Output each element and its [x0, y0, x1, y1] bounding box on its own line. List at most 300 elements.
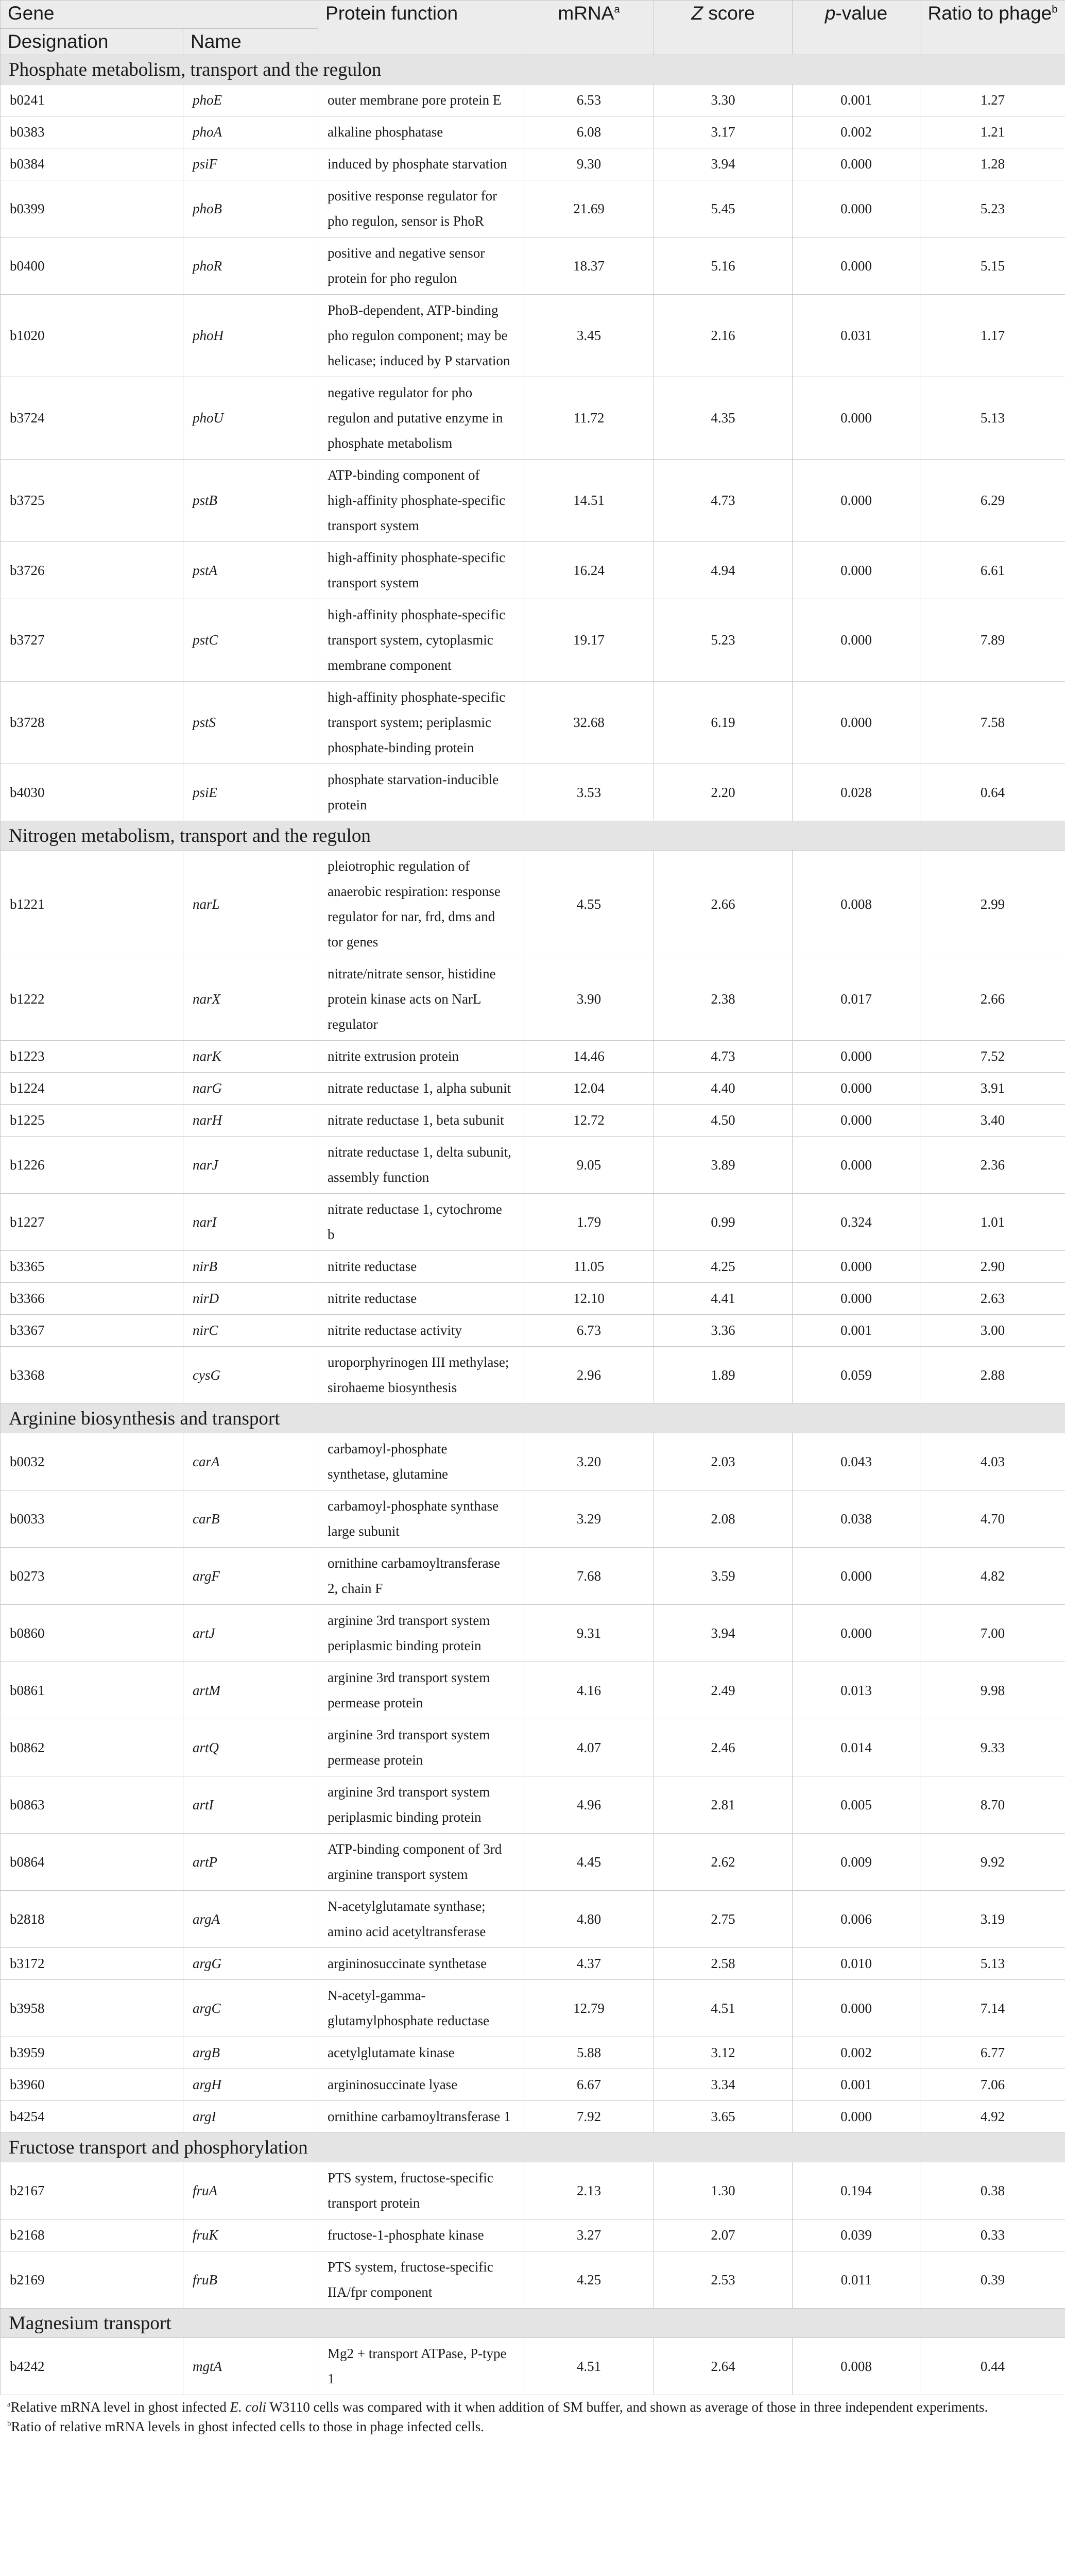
table-row — [1, 1490, 1065, 1548]
designation-cell: b0273 — [1, 1548, 183, 1605]
protein-function-cell: ornithine carbamoyltransferase 2, chain F — [318, 1548, 524, 1605]
z-score-cell: 0.99 — [654, 1194, 793, 1251]
designation-cell: b1222 — [1, 958, 183, 1041]
protein-function-cell: phosphate starvation-inducible protein — [318, 764, 524, 821]
z-score-cell: 3.30 — [654, 84, 793, 116]
z-score-cell: 3.94 — [654, 1605, 793, 1662]
protein-function-cell: induced by phosphate starvation — [318, 148, 524, 180]
gene-name-cell: argC — [183, 1980, 318, 2037]
section-title: Nitrogen metabolism, transport and the regulon — [1, 821, 1065, 851]
mrna-cell: 4.37 — [524, 1948, 654, 1980]
z-score-cell: 3.34 — [654, 2069, 793, 2101]
z-score-cell: 3.36 — [654, 1315, 793, 1347]
table-row — [1, 1948, 1065, 1980]
designation-cell: b1226 — [1, 1137, 183, 1194]
header-designation: Designation — [1, 29, 183, 55]
table-row — [1, 1073, 1065, 1105]
p-value-cell: 0.000 — [793, 599, 920, 682]
mrna-cell: 11.05 — [524, 1251, 654, 1283]
ratio-cell: 4.82 — [920, 1548, 1065, 1605]
table-row — [1, 2338, 1065, 2395]
table-row — [1, 460, 1065, 542]
table-row — [1, 1433, 1065, 1490]
gene-name-cell: narJ — [183, 1137, 318, 1194]
p-value-cell: 0.011 — [793, 2251, 920, 2309]
mrna-cell: 3.20 — [524, 1433, 654, 1490]
gene-name-cell: nirC — [183, 1315, 318, 1347]
ratio-cell: 1.17 — [920, 295, 1065, 377]
designation-cell: b4030 — [1, 764, 183, 821]
table-row — [1, 1719, 1065, 1776]
protein-function-cell: negative regulator for pho regulon and putative enzyme in phosphate metabolism — [318, 377, 524, 460]
p-value-cell: 0.000 — [793, 1041, 920, 1073]
table-row — [1, 764, 1065, 821]
z-score-cell: 5.23 — [654, 599, 793, 682]
section-row — [1, 2133, 1065, 2162]
ratio-cell: 3.40 — [920, 1105, 1065, 1137]
designation-cell: b3727 — [1, 599, 183, 682]
footnote-a — [7, 2397, 1058, 2417]
z-score-cell: 3.17 — [654, 116, 793, 148]
p-value-cell: 0.002 — [793, 116, 920, 148]
p-value-cell: 0.000 — [793, 1251, 920, 1283]
table-row — [1, 1980, 1065, 2037]
gene-name-cell: fruA — [183, 2162, 318, 2219]
z-score-cell: 2.08 — [654, 1490, 793, 1548]
ratio-cell: 5.23 — [920, 180, 1065, 238]
mrna-cell: 1.79 — [524, 1194, 654, 1251]
designation-cell: b2169 — [1, 2251, 183, 2309]
gene-name-cell: artJ — [183, 1605, 318, 1662]
mrna-cell: 3.53 — [524, 764, 654, 821]
ratio-cell: 2.66 — [920, 958, 1065, 1041]
mrna-cell: 4.25 — [524, 2251, 654, 2309]
gene-name-cell: argI — [183, 2101, 318, 2133]
gene-name-cell: mgtA — [183, 2338, 318, 2395]
mrna-cell: 4.80 — [524, 1891, 654, 1948]
header-mrna-footnote-mark: a — [614, 4, 620, 15]
protein-function-cell: high-affinity phosphate-specific transport system, cytoplasmic membrane component — [318, 599, 524, 682]
p-value-cell: 0.031 — [793, 295, 920, 377]
z-score-cell: 1.30 — [654, 2162, 793, 2219]
ratio-cell: 4.92 — [920, 2101, 1065, 2133]
table-row — [1, 377, 1065, 460]
mrna-cell: 12.10 — [524, 1283, 654, 1315]
mrna-cell: 3.27 — [524, 2219, 654, 2251]
designation-cell: b0032 — [1, 1433, 183, 1490]
z-score-cell: 2.62 — [654, 1834, 793, 1891]
footnote-a-mark: a — [7, 2400, 11, 2409]
protein-function-cell: nitrite reductase — [318, 1283, 524, 1315]
gene-name-cell: pstB — [183, 460, 318, 542]
table-row — [1, 116, 1065, 148]
designation-cell: b1225 — [1, 1105, 183, 1137]
designation-cell: b3367 — [1, 1315, 183, 1347]
p-value-cell: 0.000 — [793, 377, 920, 460]
table-row — [1, 1283, 1065, 1315]
mrna-cell: 11.72 — [524, 377, 654, 460]
mrna-cell: 4.45 — [524, 1834, 654, 1891]
table-row — [1, 1105, 1065, 1137]
gene-name-cell: argH — [183, 2069, 318, 2101]
gene-name-cell: artM — [183, 1662, 318, 1719]
p-value-cell: 0.000 — [793, 682, 920, 764]
ratio-cell: 4.03 — [920, 1433, 1065, 1490]
gene-name-cell: phoR — [183, 238, 318, 295]
table-row — [1, 1776, 1065, 1834]
table-body — [1, 55, 1065, 2395]
z-score-cell: 3.12 — [654, 2037, 793, 2069]
p-value-cell: 0.014 — [793, 1719, 920, 1776]
table-footnotes — [0, 2395, 1065, 2436]
protein-function-cell: nitrite reductase — [318, 1251, 524, 1283]
gene-name-cell: artP — [183, 1834, 318, 1891]
mrna-cell: 19.17 — [524, 599, 654, 682]
mrna-cell: 4.16 — [524, 1662, 654, 1719]
footnote-b-text: Ratio of relative mRNA levels in ghost infected cells to those in phage infected cells. — [11, 2419, 484, 2434]
ratio-cell: 6.77 — [920, 2037, 1065, 2069]
table-header — [1, 1, 1065, 55]
ratio-cell: 9.98 — [920, 1662, 1065, 1719]
p-value-cell: 0.008 — [793, 851, 920, 958]
protein-function-cell: pleiotrophic regulation of anaerobic respiration: response regulator for nar, frd, dms and tor genes — [318, 851, 524, 958]
section-title: Magnesium transport — [1, 2309, 1065, 2338]
p-value-cell: 0.001 — [793, 2069, 920, 2101]
table-row — [1, 1347, 1065, 1404]
designation-cell: b2818 — [1, 1891, 183, 1948]
ratio-cell: 0.64 — [920, 764, 1065, 821]
table-row — [1, 958, 1065, 1041]
mrna-cell: 5.88 — [524, 2037, 654, 2069]
designation-cell: b3172 — [1, 1948, 183, 1980]
p-value-cell: 0.000 — [793, 1548, 920, 1605]
section-row — [1, 2309, 1065, 2338]
mrna-cell: 3.29 — [524, 1490, 654, 1548]
table-row — [1, 1605, 1065, 1662]
ratio-cell: 7.00 — [920, 1605, 1065, 1662]
p-value-cell: 0.028 — [793, 764, 920, 821]
protein-function-cell: Mg2 + transport ATPase, P-type 1 — [318, 2338, 524, 2395]
section-row — [1, 1404, 1065, 1433]
mrna-cell: 4.96 — [524, 1776, 654, 1834]
ratio-cell: 0.38 — [920, 2162, 1065, 2219]
gene-name-cell: carB — [183, 1490, 318, 1548]
designation-cell: b1227 — [1, 1194, 183, 1251]
header-z-score — [654, 1, 793, 55]
z-score-cell: 2.03 — [654, 1433, 793, 1490]
z-score-cell: 4.94 — [654, 542, 793, 599]
header-ratio-footnote-mark: b — [1052, 4, 1058, 15]
header-gene: Gene — [1, 1, 318, 29]
section-title: Fructose transport and phosphorylation — [1, 2133, 1065, 2162]
z-score-cell: 5.45 — [654, 180, 793, 238]
footnote-b-mark: b — [7, 2420, 11, 2428]
p-value-cell: 0.000 — [793, 2101, 920, 2133]
gene-name-cell: nirD — [183, 1283, 318, 1315]
z-score-cell: 3.89 — [654, 1137, 793, 1194]
gene-name-cell: pstA — [183, 542, 318, 599]
designation-cell: b1221 — [1, 851, 183, 958]
protein-function-cell: carbamoyl-phosphate synthetase, glutamine — [318, 1433, 524, 1490]
mrna-cell: 14.46 — [524, 1041, 654, 1073]
table-row — [1, 682, 1065, 764]
ratio-cell: 5.13 — [920, 377, 1065, 460]
protein-function-cell: ATP-binding component of 3rd arginine transport system — [318, 1834, 524, 1891]
protein-function-cell: nitrate reductase 1, delta subunit, assembly function — [318, 1137, 524, 1194]
table-row — [1, 1662, 1065, 1719]
z-score-cell: 2.38 — [654, 958, 793, 1041]
ratio-cell: 1.01 — [920, 1194, 1065, 1251]
header-protein-function: Protein function — [318, 1, 524, 55]
mrna-cell: 2.96 — [524, 1347, 654, 1404]
mrna-cell: 21.69 — [524, 180, 654, 238]
mrna-cell: 16.24 — [524, 542, 654, 599]
ratio-cell: 3.19 — [920, 1891, 1065, 1948]
table-row — [1, 1041, 1065, 1073]
footnote-a-text-start: Relative mRNA level in ghost infected — [10, 2399, 230, 2415]
gene-name-cell: psiF — [183, 148, 318, 180]
designation-cell: b3724 — [1, 377, 183, 460]
designation-cell: b0033 — [1, 1490, 183, 1548]
mrna-cell: 4.55 — [524, 851, 654, 958]
designation-cell: b3725 — [1, 460, 183, 542]
z-score-cell: 1.89 — [654, 1347, 793, 1404]
table-row — [1, 1137, 1065, 1194]
z-score-cell: 2.81 — [654, 1776, 793, 1834]
designation-cell: b3366 — [1, 1283, 183, 1315]
ratio-cell: 5.15 — [920, 238, 1065, 295]
z-score-cell: 3.59 — [654, 1548, 793, 1605]
z-score-cell: 4.35 — [654, 377, 793, 460]
designation-cell: b0864 — [1, 1834, 183, 1891]
designation-cell: b0384 — [1, 148, 183, 180]
designation-cell: b1223 — [1, 1041, 183, 1073]
footnote-a-text-end: W3110 cells was compared with it when addition of SM buffer, and shown as average of those in three independent experiments. — [266, 2399, 988, 2415]
p-value-cell: 0.000 — [793, 1073, 920, 1105]
mrna-cell: 2.13 — [524, 2162, 654, 2219]
designation-cell: b3960 — [1, 2069, 183, 2101]
header-name: Name — [183, 29, 318, 55]
header-ratio-label: Ratio to phage — [927, 3, 1052, 24]
ratio-cell: 2.36 — [920, 1137, 1065, 1194]
z-score-cell: 4.50 — [654, 1105, 793, 1137]
mrna-cell: 7.92 — [524, 2101, 654, 2133]
z-score-cell: 4.51 — [654, 1980, 793, 2037]
gene-name-cell: phoE — [183, 84, 318, 116]
table-row — [1, 2162, 1065, 2219]
gene-name-cell: cysG — [183, 1347, 318, 1404]
table-row — [1, 1315, 1065, 1347]
ratio-cell: 9.92 — [920, 1834, 1065, 1891]
protein-function-cell: nitrate reductase 1, cytochrome b — [318, 1194, 524, 1251]
protein-function-cell: ornithine carbamoyltransferase 1 — [318, 2101, 524, 2133]
p-value-cell: 0.013 — [793, 1662, 920, 1719]
gene-name-cell: fruK — [183, 2219, 318, 2251]
p-value-cell: 0.017 — [793, 958, 920, 1041]
protein-function-cell: nitrite reductase activity — [318, 1315, 524, 1347]
p-value-cell: 0.002 — [793, 2037, 920, 2069]
gene-name-cell: narI — [183, 1194, 318, 1251]
ratio-cell: 9.33 — [920, 1719, 1065, 1776]
section-row — [1, 55, 1065, 84]
designation-cell: b3726 — [1, 542, 183, 599]
ratio-cell: 7.06 — [920, 2069, 1065, 2101]
protein-function-cell: high-affinity phosphate-specific transport system — [318, 542, 524, 599]
table-row — [1, 2101, 1065, 2133]
table-row — [1, 1548, 1065, 1605]
protein-function-cell: nitrate reductase 1, alpha subunit — [318, 1073, 524, 1105]
gene-name-cell: narH — [183, 1105, 318, 1137]
table-row — [1, 2037, 1065, 2069]
designation-cell: b0400 — [1, 238, 183, 295]
designation-cell: b0863 — [1, 1776, 183, 1834]
gene-name-cell: psiE — [183, 764, 318, 821]
gene-name-cell: phoU — [183, 377, 318, 460]
protein-function-cell: PTS system, fructose-specific IIA/fpr component — [318, 2251, 524, 2309]
z-score-cell: 4.40 — [654, 1073, 793, 1105]
protein-function-cell: nitrate/nitrate sensor, histidine protein kinase acts on NarL regulator — [318, 958, 524, 1041]
p-value-cell: 0.038 — [793, 1490, 920, 1548]
designation-cell: b0241 — [1, 84, 183, 116]
p-value-cell: 0.010 — [793, 1948, 920, 1980]
designation-cell: b2168 — [1, 2219, 183, 2251]
mrna-cell: 18.37 — [524, 238, 654, 295]
p-value-cell: 0.194 — [793, 2162, 920, 2219]
ratio-cell: 1.21 — [920, 116, 1065, 148]
table-row — [1, 1891, 1065, 1948]
ratio-cell: 0.44 — [920, 2338, 1065, 2395]
ratio-cell: 5.13 — [920, 1948, 1065, 1980]
designation-cell: b0860 — [1, 1605, 183, 1662]
mrna-cell: 6.67 — [524, 2069, 654, 2101]
protein-function-cell: PTS system, fructose-specific transport protein — [318, 2162, 524, 2219]
gene-name-cell: narL — [183, 851, 318, 958]
section-row — [1, 821, 1065, 851]
p-value-cell: 0.001 — [793, 84, 920, 116]
mrna-cell: 4.07 — [524, 1719, 654, 1776]
z-score-cell: 2.49 — [654, 1662, 793, 1719]
ratio-cell: 3.91 — [920, 1073, 1065, 1105]
gene-name-cell: nirB — [183, 1251, 318, 1283]
protein-function-cell: arginine 3rd transport system periplasmic binding protein — [318, 1776, 524, 1834]
protein-function-cell: fructose-1-phosphate kinase — [318, 2219, 524, 2251]
table-row — [1, 542, 1065, 599]
designation-cell: b2167 — [1, 2162, 183, 2219]
mrna-cell: 32.68 — [524, 682, 654, 764]
table-row — [1, 180, 1065, 238]
header-p-value — [793, 1, 920, 55]
ratio-cell: 7.58 — [920, 682, 1065, 764]
p-value-cell: 0.000 — [793, 180, 920, 238]
section-title: Phosphate metabolism, transport and the regulon — [1, 55, 1065, 84]
ratio-cell: 4.70 — [920, 1490, 1065, 1548]
table-row — [1, 2219, 1065, 2251]
p-value-cell: 0.324 — [793, 1194, 920, 1251]
z-score-cell: 4.73 — [654, 460, 793, 542]
z-score-cell: 4.25 — [654, 1251, 793, 1283]
table-row — [1, 238, 1065, 295]
table-row — [1, 2251, 1065, 2309]
gene-name-cell: artQ — [183, 1719, 318, 1776]
header-z-rest: score — [702, 3, 755, 24]
table-row — [1, 148, 1065, 180]
mrna-cell: 9.31 — [524, 1605, 654, 1662]
ratio-cell: 8.70 — [920, 1776, 1065, 1834]
mrna-cell: 12.04 — [524, 1073, 654, 1105]
protein-function-cell: argininosuccinate lyase — [318, 2069, 524, 2101]
protein-function-cell: PhoB-dependent, ATP-binding pho regulon component; may be helicase; induced by P starvation — [318, 295, 524, 377]
z-score-cell: 3.65 — [654, 2101, 793, 2133]
table-row — [1, 599, 1065, 682]
mrna-cell: 9.30 — [524, 148, 654, 180]
mrna-cell: 9.05 — [524, 1137, 654, 1194]
mrna-cell: 3.90 — [524, 958, 654, 1041]
mrna-cell: 6.73 — [524, 1315, 654, 1347]
designation-cell: b0861 — [1, 1662, 183, 1719]
p-value-cell: 0.000 — [793, 1980, 920, 2037]
ratio-cell: 3.00 — [920, 1315, 1065, 1347]
z-score-cell: 4.41 — [654, 1283, 793, 1315]
z-score-cell: 2.46 — [654, 1719, 793, 1776]
gene-name-cell: pstS — [183, 682, 318, 764]
p-value-cell: 0.000 — [793, 1137, 920, 1194]
ratio-cell: 0.33 — [920, 2219, 1065, 2251]
ratio-cell: 7.14 — [920, 1980, 1065, 2037]
table-row — [1, 1194, 1065, 1251]
designation-cell: b1020 — [1, 295, 183, 377]
p-value-cell: 0.005 — [793, 1776, 920, 1834]
p-value-cell: 0.008 — [793, 2338, 920, 2395]
ratio-cell: 1.27 — [920, 84, 1065, 116]
mrna-cell: 14.51 — [524, 460, 654, 542]
z-score-cell: 6.19 — [654, 682, 793, 764]
ratio-cell: 2.90 — [920, 1251, 1065, 1283]
designation-cell: b3959 — [1, 2037, 183, 2069]
protein-function-cell: arginine 3rd transport system periplasmic binding protein — [318, 1605, 524, 1662]
ratio-cell: 6.61 — [920, 542, 1065, 599]
mrna-cell: 6.08 — [524, 116, 654, 148]
mrna-cell: 7.68 — [524, 1548, 654, 1605]
designation-cell: b3958 — [1, 1980, 183, 2037]
ratio-cell: 6.29 — [920, 460, 1065, 542]
table-row — [1, 84, 1065, 116]
designation-cell: b3365 — [1, 1251, 183, 1283]
z-score-cell: 4.73 — [654, 1041, 793, 1073]
footnote-b — [7, 2417, 1058, 2436]
z-score-cell: 2.64 — [654, 2338, 793, 2395]
protein-function-cell: outer membrane pore protein E — [318, 84, 524, 116]
p-value-cell: 0.000 — [793, 542, 920, 599]
p-value-cell: 0.043 — [793, 1433, 920, 1490]
protein-function-cell: acetylglutamate kinase — [318, 2037, 524, 2069]
protein-function-cell: ATP-binding component of high-affinity phosphate-specific transport system — [318, 460, 524, 542]
z-score-cell: 2.75 — [654, 1891, 793, 1948]
gene-name-cell: pstC — [183, 599, 318, 682]
mrna-cell: 3.45 — [524, 295, 654, 377]
gene-name-cell: phoB — [183, 180, 318, 238]
ratio-cell: 2.99 — [920, 851, 1065, 958]
gene-name-cell: narG — [183, 1073, 318, 1105]
gene-name-cell: argG — [183, 1948, 318, 1980]
header-ratio-to-phage — [920, 1, 1065, 55]
z-score-cell: 2.53 — [654, 2251, 793, 2309]
ratio-cell: 2.88 — [920, 1347, 1065, 1404]
protein-function-cell: alkaline phosphatase — [318, 116, 524, 148]
protein-function-cell: arginine 3rd transport system permease protein — [318, 1719, 524, 1776]
protein-function-cell: positive and negative sensor protein for pho regulon — [318, 238, 524, 295]
header-z-letter: Z — [691, 3, 703, 24]
p-value-cell: 0.059 — [793, 1347, 920, 1404]
